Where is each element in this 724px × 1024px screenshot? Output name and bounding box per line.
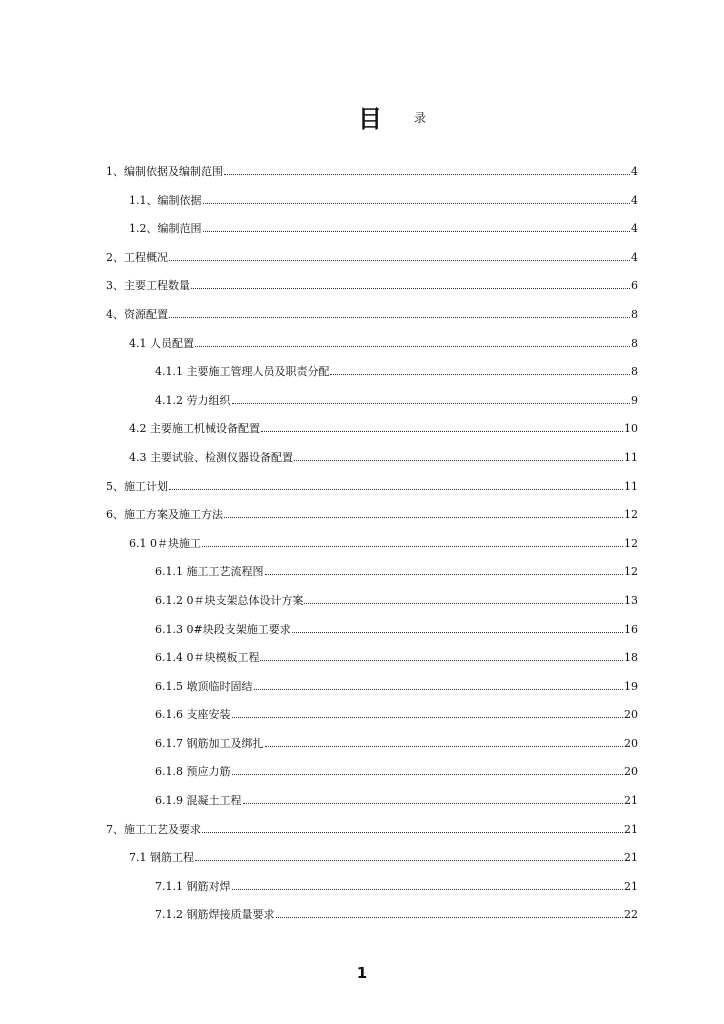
toc-entry-text: 6.1.1 施工工艺流程图: [155, 565, 264, 579]
toc-entry-page: 12: [624, 565, 638, 579]
toc-entry-text: 7.1.1 钢筋对焊: [155, 879, 231, 893]
toc-entry[interactable]: [0, 192, 724, 221]
toc-entry[interactable]: [0, 392, 724, 421]
toc-dot-leader: [276, 906, 624, 918]
toc-entry[interactable]: [0, 478, 724, 507]
toc-entry[interactable]: [0, 363, 724, 392]
toc-entry-text: 6、施工方案及施工方法: [106, 508, 223, 522]
toc-entry-page: 12: [624, 508, 638, 522]
toc-entry-text: 7、施工工艺及要求: [106, 822, 201, 836]
toc-entry[interactable]: [0, 249, 724, 278]
toc-entry-text: 6.1.4 0＃块模板工程: [155, 651, 260, 665]
toc-entry[interactable]: [0, 678, 724, 707]
toc-entry-text: 6.1 0＃块施工: [129, 536, 201, 550]
toc-entry-text: 2、工程概况: [106, 250, 168, 264]
toc-dot-leader: [292, 621, 623, 633]
toc-entry-page: 4: [631, 193, 638, 207]
toc-dot-leader: [294, 449, 623, 461]
toc-entry-page: 21: [624, 794, 638, 808]
toc-entry-page: 19: [624, 679, 638, 693]
toc-entry-page: 4: [631, 165, 638, 178]
toc-entry[interactable]: [0, 535, 724, 564]
toc-entry[interactable]: [0, 306, 724, 335]
toc-entry[interactable]: [0, 592, 724, 621]
toc-entry[interactable]: [0, 792, 724, 821]
toc-entry-page: 20: [624, 736, 638, 750]
toc-entry-text: 7.1.2 钢筋焊接质量要求: [155, 908, 275, 922]
toc-title: [0, 105, 724, 135]
toc-entry-page: 22: [624, 908, 638, 922]
toc-entry[interactable]: [0, 763, 724, 792]
toc-dot-leader: [224, 506, 623, 518]
toc-entry-page: 11: [624, 479, 638, 493]
toc-entry-text: 4、资源配置: [106, 307, 168, 321]
toc-dot-leader: [232, 392, 631, 404]
toc-dot-leader: [203, 192, 631, 204]
toc-dot-leader: [202, 821, 623, 833]
toc-dot-leader: [232, 878, 624, 890]
page-number: 1: [356, 964, 368, 982]
toc-dot-leader: [260, 649, 623, 661]
toc-dot-leader: [169, 478, 623, 490]
toc-entry[interactable]: [0, 563, 724, 592]
toc-entry-text: 7.1 钢筋工程: [129, 851, 194, 865]
toc-entry[interactable]: [0, 878, 724, 907]
toc-entry-text: 1.1、编制依据: [129, 193, 202, 207]
toc-entry-page: 10: [624, 422, 638, 436]
toc-entry-text: 6.1.8 预应力筋: [155, 765, 231, 779]
toc-dot-leader: [232, 706, 624, 718]
toc-title-char-1: 目: [358, 105, 382, 133]
toc-entry-page: 21: [624, 851, 638, 865]
toc-entry-text: 6.1.3 0#块段支架施工要求: [155, 622, 291, 636]
toc-entry-text: 1.2、编制范围: [129, 222, 202, 236]
toc-entry-text: 4.1.2 劳力组织: [155, 393, 231, 407]
toc-dot-leader: [304, 592, 623, 604]
toc-dot-leader: [169, 306, 630, 318]
toc-dot-leader: [195, 849, 623, 861]
toc-entry-page: 4: [631, 222, 638, 236]
toc-entry-page: 20: [624, 765, 638, 779]
toc-entry-page: 16: [624, 622, 638, 636]
toc-entry-page: 18: [624, 651, 638, 665]
toc-dot-leader: [265, 735, 624, 747]
toc-entry[interactable]: [0, 277, 724, 306]
toc-dot-leader: [202, 535, 623, 547]
toc-entry-text: 5、施工计划: [106, 479, 168, 493]
toc-title-char-2: 录: [414, 111, 427, 125]
toc-dot-leader: [330, 363, 630, 375]
toc-entry-text: 4.1 人员配置: [129, 336, 194, 350]
toc-entry[interactable]: [0, 335, 724, 364]
toc-dot-leader: [265, 563, 624, 575]
toc-entry[interactable]: [0, 449, 724, 478]
toc-dot-leader: [261, 420, 623, 432]
toc-entry-page: 8: [631, 365, 638, 379]
toc-entry[interactable]: [0, 735, 724, 764]
toc-entry-page: 11: [624, 450, 638, 464]
toc-entry-text: 4.3 主要试验、检测仪器设备配置: [129, 450, 293, 464]
toc-entry-text: 6.1.2 0＃块支架总体设计方案: [155, 593, 304, 607]
toc-entry[interactable]: [0, 621, 724, 650]
toc-entry-page: 21: [624, 822, 638, 836]
toc-entry-text: 4.2 主要施工机械设备配置: [129, 422, 260, 436]
toc-entry-text: 6.1.5 墩顶临时固结: [155, 679, 253, 693]
toc-entry-page: 20: [624, 708, 638, 722]
toc-dot-leader: [224, 163, 630, 175]
toc-dot-leader: [232, 763, 624, 775]
toc-entry[interactable]: [0, 649, 724, 678]
toc-entry[interactable]: [0, 906, 724, 935]
toc-entry-text: 6.1.7 钢筋加工及绑扎: [155, 736, 264, 750]
toc-entry-text: 6.1.6 支座安装: [155, 708, 231, 722]
toc-entry-page: 6: [631, 279, 638, 293]
toc-entry-text: 4.1.1 主要施工管理人员及职责分配: [155, 365, 330, 379]
toc-entry-page: 9: [631, 393, 638, 407]
toc-dot-leader: [203, 220, 631, 232]
toc-entry[interactable]: [0, 506, 724, 535]
toc-dot-leader: [191, 277, 630, 289]
toc-dot-leader: [243, 792, 624, 804]
toc-entry-page: 21: [624, 879, 638, 893]
toc-entry[interactable]: [0, 163, 724, 192]
toc-entry[interactable]: [0, 706, 724, 735]
toc-entry-page: 12: [624, 536, 638, 550]
toc-entry-text: 3、主要工程数量: [106, 279, 190, 293]
toc-entry[interactable]: [0, 420, 724, 449]
toc-entry[interactable]: [0, 849, 724, 878]
toc-entry-page: 13: [624, 593, 638, 607]
toc-entry[interactable]: [0, 821, 724, 850]
toc-entry-page: 8: [631, 336, 638, 350]
toc-dot-leader: [254, 678, 624, 690]
toc-dot-leader: [195, 335, 630, 347]
table-of-contents: [0, 163, 724, 935]
toc-entry[interactable]: [0, 220, 724, 249]
toc-entry-text: 1、编制依据及编制范围: [106, 165, 223, 178]
toc-entry-page: 8: [631, 307, 638, 321]
toc-entry-page: 4: [631, 250, 638, 264]
toc-dot-leader: [169, 249, 630, 261]
toc-entry-text: 6.1.9 混凝土工程: [155, 794, 242, 808]
